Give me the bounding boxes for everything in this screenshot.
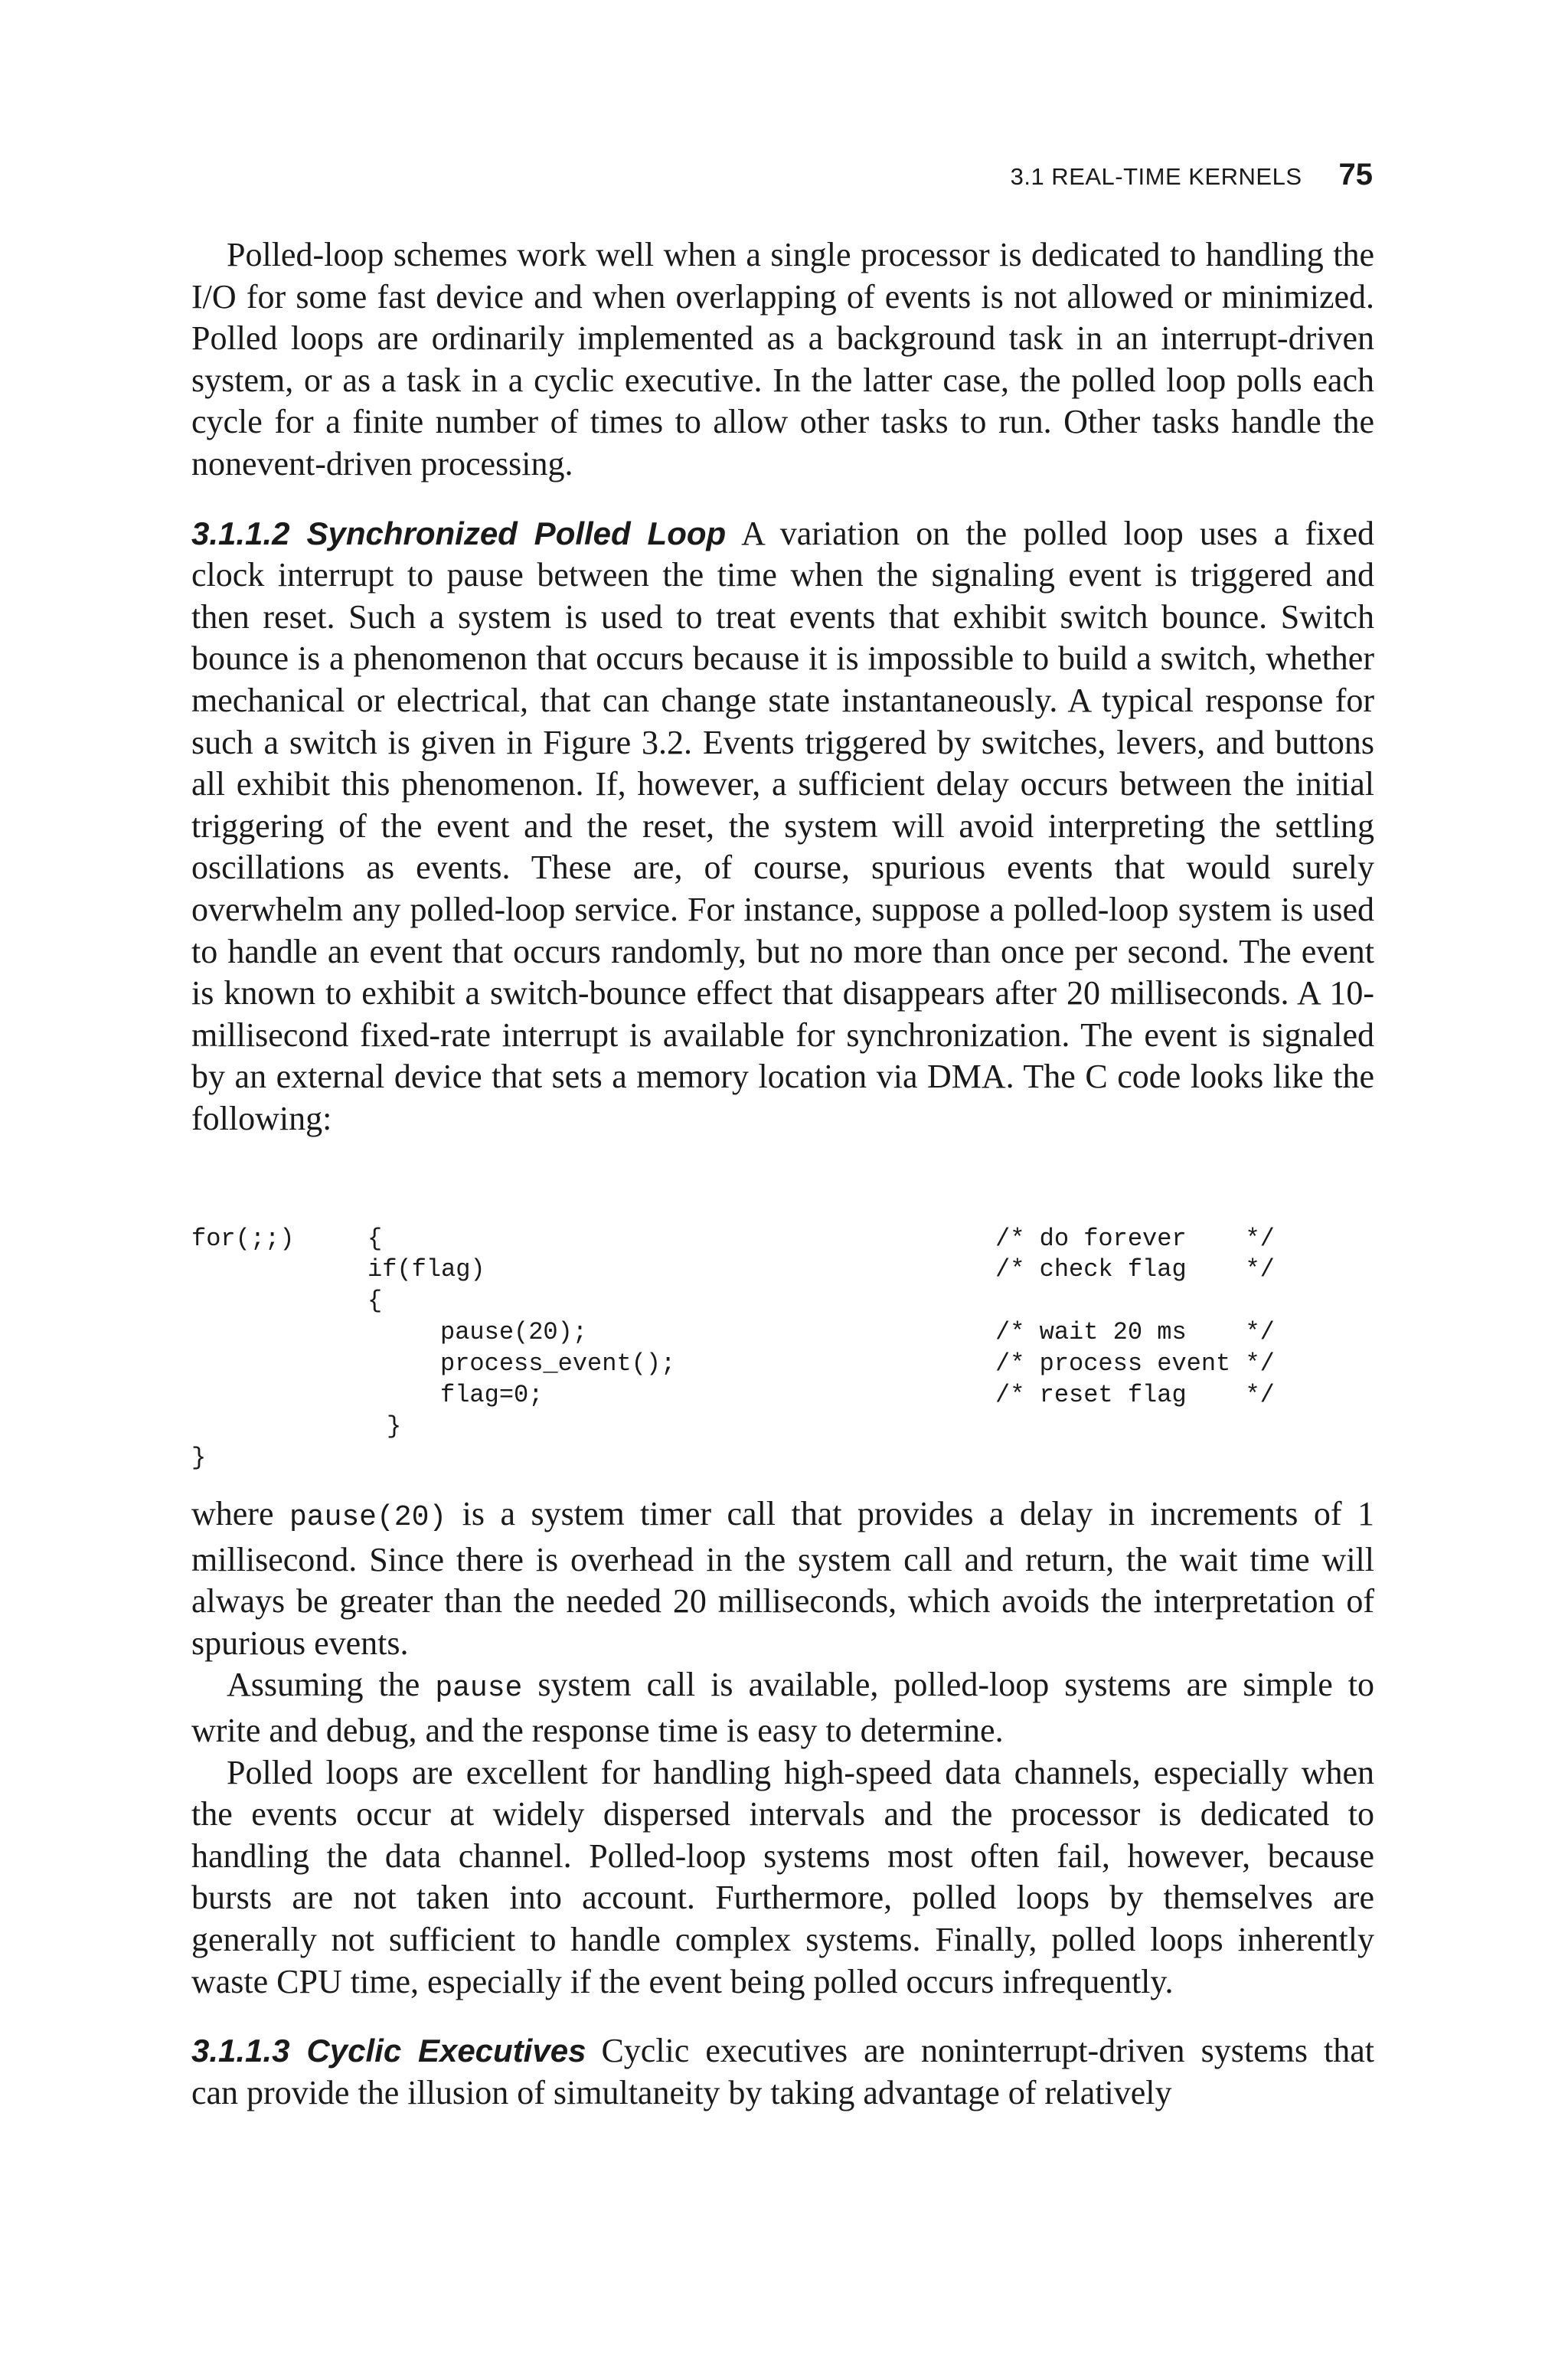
section-heading-title: Cyclic Executives [306,2033,586,2069]
section-number: 3.1.1.3 [191,2033,290,2069]
paragraph-text: where [191,1495,274,1532]
section-heading-title: Synchronized Polled Loop [306,515,727,551]
code-line: pause(20); [440,1318,588,1346]
section-heading-3-1-1-2 [191,515,726,551]
section-number: 3.1.1.2 [191,515,290,551]
paragraph-text: Cyclic executives are noninterrupt-driven systems that can provide the illusion of simultaneity by taking advantage of relatively [191,2032,1375,2111]
code-line: process_event(); [440,1349,676,1378]
inline-code: pause [435,1672,523,1706]
code-comment: /* process event */ [995,1349,1275,1378]
paragraph-pause-explanation [191,1493,1374,1664]
section-heading-3-1-1-3 [191,2033,586,2069]
paragraph-cyclic-executives [191,2030,1374,2114]
running-header [903,158,1373,192]
code-comment: /* do forever */ [995,1225,1275,1253]
code-line: flag=0; [440,1381,544,1409]
paragraph-text: system call is available, polled-loop systems are simple to write and debug, and the response time is easy to determine. [191,1666,1375,1749]
paragraph-polled-loop-evaluation: Polled loops are excellent for handling high-speed data channels, especially when the events occur at widely dispersed intervals and the processor is dedicated to handling the data channel. Polled-loop systems most often fail, however, because bursts are not taken into account. Furthermore, polled loops by themselves are generally not sufficient to handle complex systems. Finally, polled loops inherently waste CPU time, especially if the event being polled occurs infrequently. [191,1753,1374,2000]
code-comment: /* check flag */ [995,1255,1275,1284]
paragraph-polled-loop-intro: Polled-loop schemes work well when a single processor is dedicated to handling the I/O for some fast device and when overlapping of events is not allowed or minimized. Polled loops are ordinarily implemented as a background task in an interrupt-driven system, or as a task in a cyclic executive. In the latter case, the polled loop polls each cycle for a finite number of times to allow other tasks to run. Other tasks handle the nonevent-driven processing. [191,236,1374,482]
code-line: { [368,1287,383,1315]
body-text-bottom [191,1493,1374,2114]
paragraph-text: Assuming the [227,1666,420,1704]
code-comment: /* reset flag */ [995,1381,1275,1409]
code-line: if(flag) [368,1255,485,1284]
body-text-top [191,234,1374,1140]
paragraph-text: A variation on the polled loop uses a fixed clock interrupt to pause between the time when the signaling event is triggered and then reset. Such a system is used to treat events that exhibit switch bounce. Switch bounce is a phenomenon that occurs because it is impossible to build a switch, whether mechanical or electrical, that can change state instantaneously. A typical response for such a switch is given in Figure 3.2. Events triggered by switches, levers, and buttons all exhibit this phenomenon. If, however, a sufficient delay occurs between the initial triggering of the event and the reset, the system will avoid interpreting the settling oscillations as events. These are, of course, spurious events that would surely overwhelm any polled-loop service. For instance, suppose a polled-loop system is used to handle an event that occurs randomly, but no more than once per second. The event is known to exhibit a switch-bounce effect that disappears after 20 milliseconds. A 10-millisecond fixed-rate interrupt is available for synchronization. The event is signaled by an external device that sets a memory location via DMA. The C code looks like the following: [191,514,1374,1137]
code-listing [191,1224,1275,1477]
paragraph-text: is a system timer call that provides a delay in increments of 1 millisecond. Since there is overhead in the system call and return, the wait time will always be greater than the needed 20 milliseconds, which avoids the interpretation of spurious events. [191,1495,1374,1662]
paragraph-pause-available [191,1664,1374,1751]
code-line: } [191,1444,207,1472]
section-title: 3.1 REAL-TIME KERNELS [1010,163,1302,190]
paragraph-synchronized-polled-loop [191,513,1374,1140]
page-number: 75 [1338,158,1373,191]
code-line: { [368,1225,383,1253]
code-line: for(;;) [191,1225,295,1253]
inline-code: pause(20) [289,1501,447,1534]
code-comment: /* wait 20 ms */ [995,1318,1275,1346]
code-line: } [387,1412,402,1441]
